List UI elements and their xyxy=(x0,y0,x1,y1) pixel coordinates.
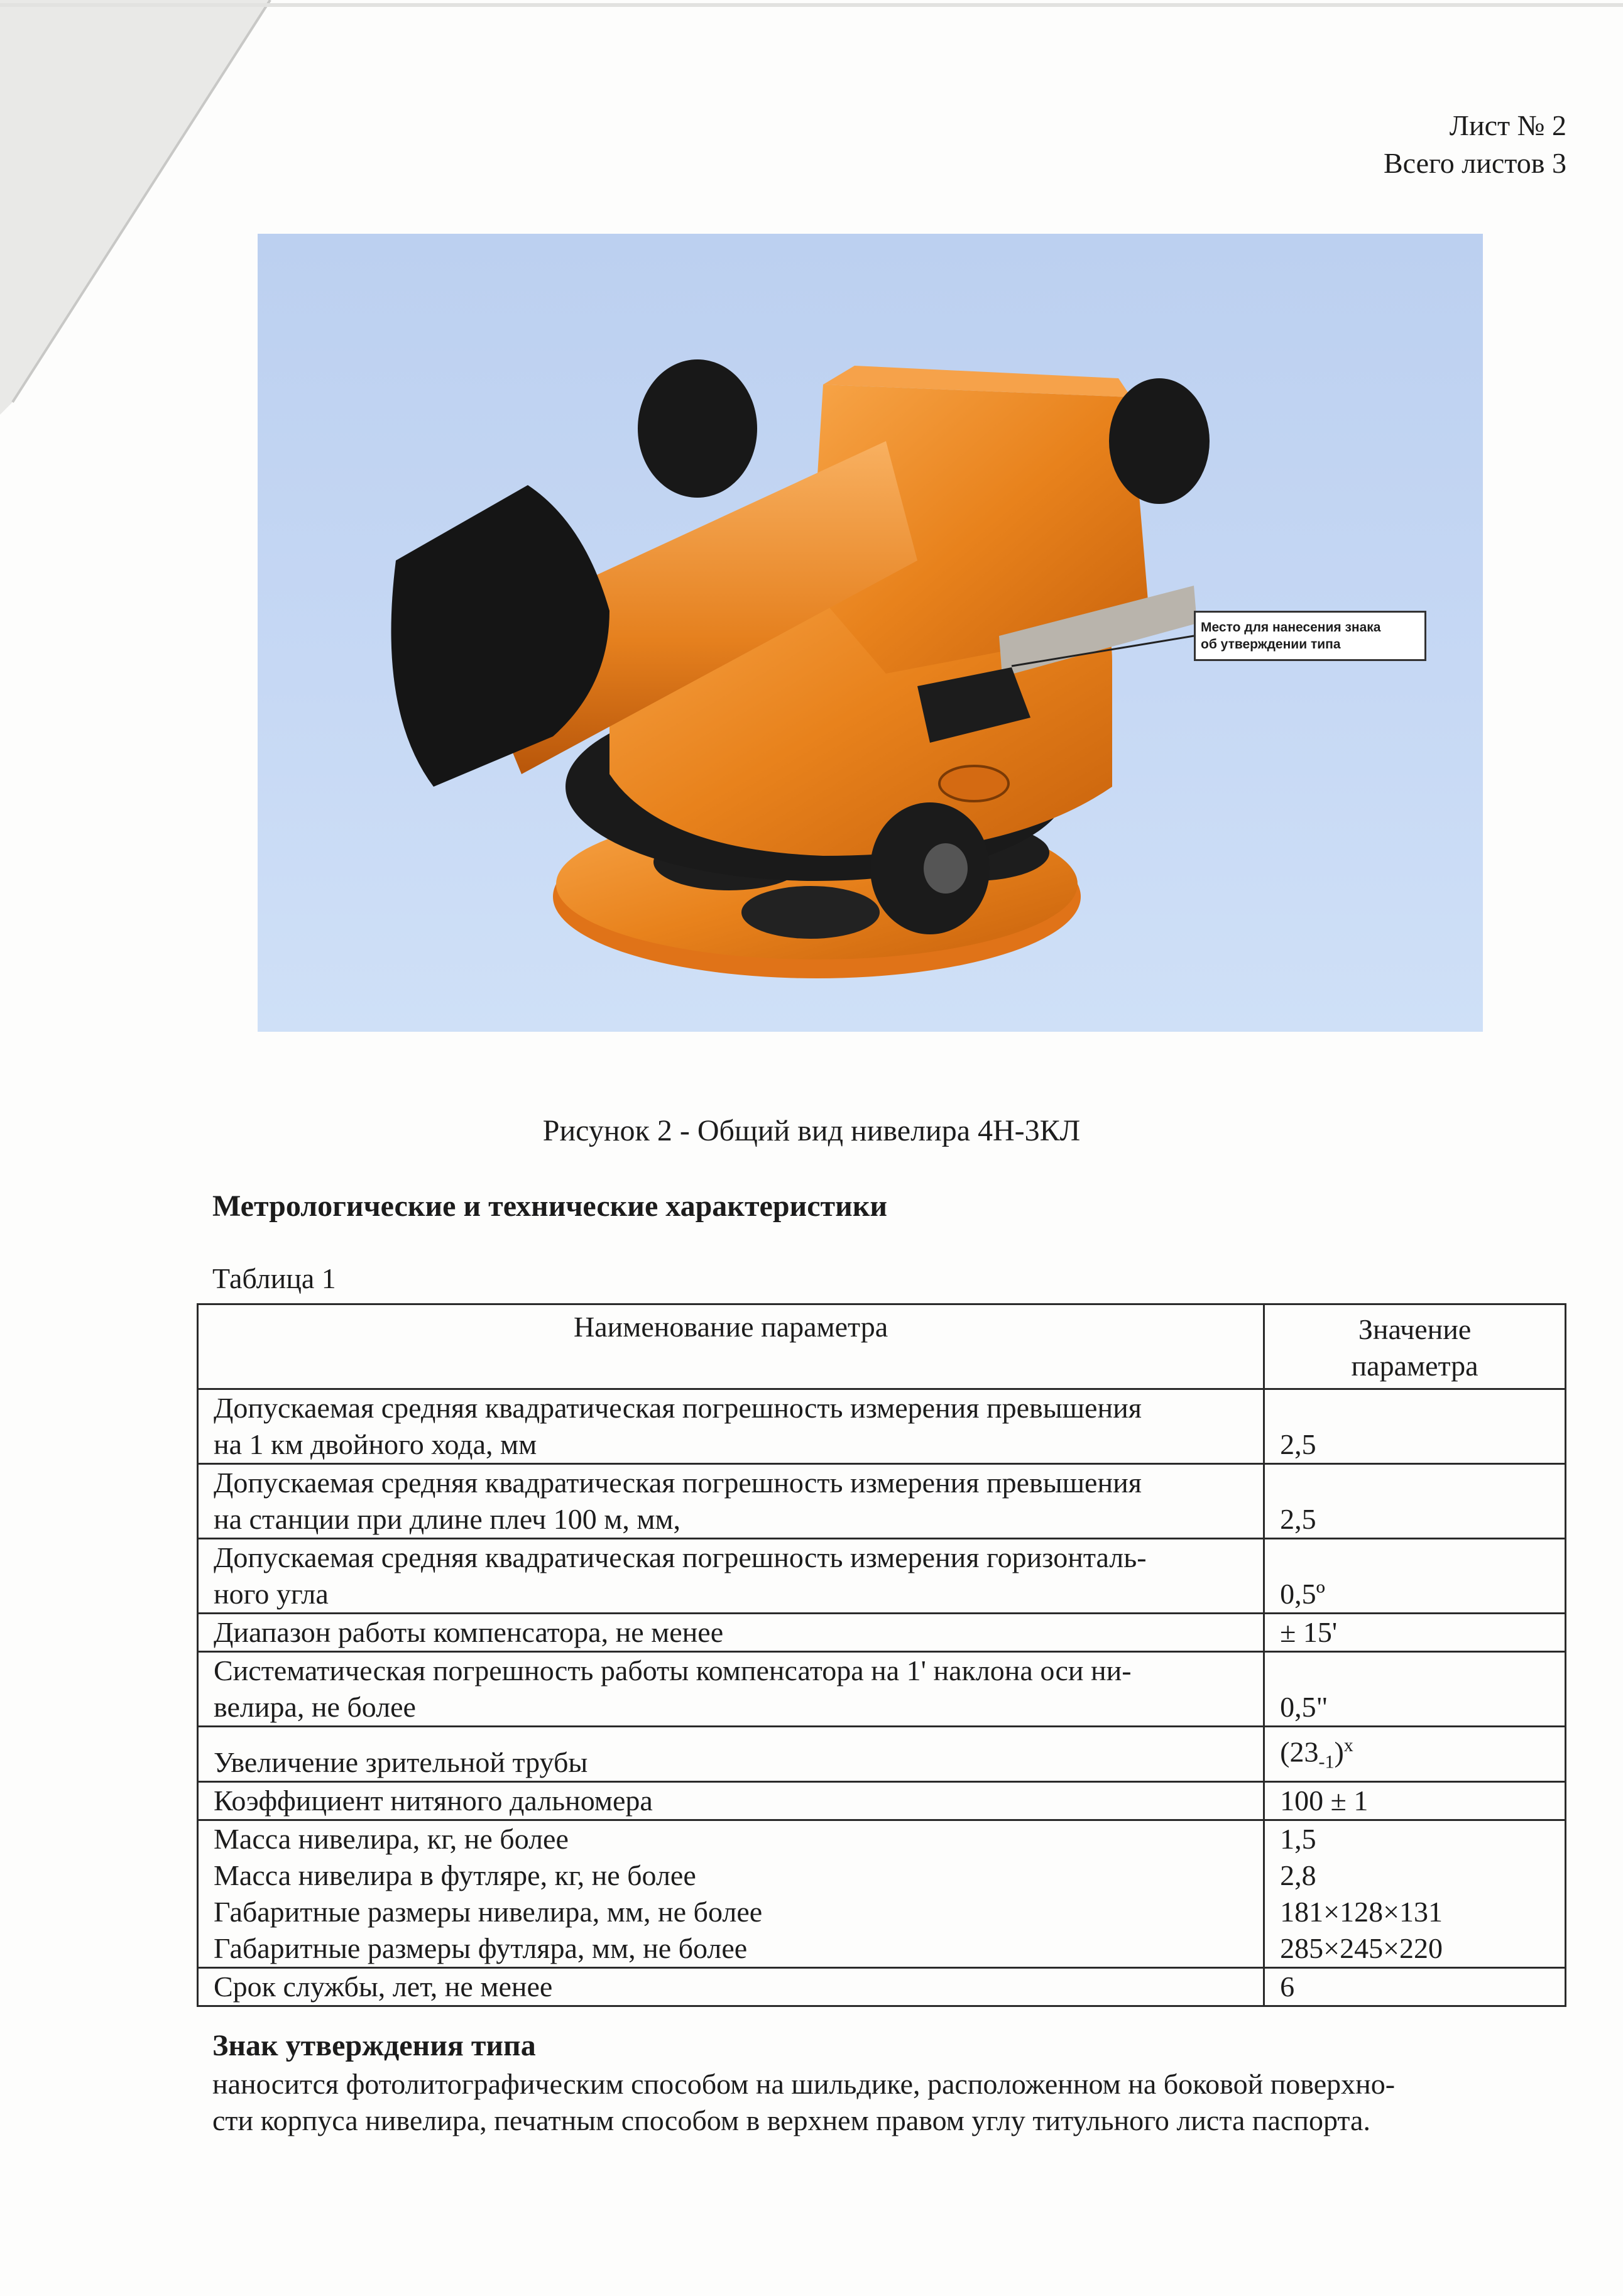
level-figure xyxy=(258,234,1483,1032)
focus-knob-right xyxy=(1109,378,1210,504)
table-row xyxy=(198,1614,1566,1652)
header-value-line-1: Значение xyxy=(1358,1313,1472,1345)
type-mark-callout xyxy=(1194,611,1426,661)
param-value: 100 ± 1 xyxy=(1264,1781,1566,1820)
param-name-line: Масса нивелира в футляре, кг, не более xyxy=(214,1859,696,1891)
magnification-sup: x xyxy=(1343,1735,1353,1756)
param-name xyxy=(198,1539,1264,1614)
param-name-line: Габаритные размеры футляра, мм, не более xyxy=(214,1932,748,1964)
param-name-line-2: на 1 км двойного хода, мм xyxy=(214,1428,537,1460)
table-row xyxy=(198,1539,1566,1614)
header-name: Наименование параметра xyxy=(574,1311,888,1343)
table-row xyxy=(198,1727,1566,1782)
type-mark-text-line-2: сти корпуса нивелира, печатным способом в верхнем правом углу титульного листа паспорта. xyxy=(212,2104,1370,2136)
header-name-cell xyxy=(198,1304,1264,1389)
figure-caption: Рисунок 2 - Общий вид нивелира 4Н-3КЛ xyxy=(542,1114,1081,1147)
param-name xyxy=(198,1389,1264,1464)
param-name-line-2: на станции при длине плеч 100 м, мм, xyxy=(214,1503,681,1535)
table-row xyxy=(198,1389,1566,1464)
param-value xyxy=(1264,1727,1566,1782)
param-name-line-1: Допускаемая средняя квадратическая погрешность измерения превышения xyxy=(214,1467,1142,1499)
param-name-line: Габаритные размеры нивелира, мм, не более xyxy=(214,1895,763,1928)
table-row xyxy=(198,1967,1566,2006)
section-title: Метрологические и технические характеристики xyxy=(212,1189,888,1223)
param-name: Диапазон работы компенсатора, не менее xyxy=(198,1614,1264,1652)
param-value: 0,5º xyxy=(1264,1539,1566,1614)
param-value: ± 15' xyxy=(1264,1614,1566,1652)
table-row xyxy=(198,1781,1566,1820)
header-value-line-2: параметра xyxy=(1351,1350,1478,1382)
param-value: 2,5 xyxy=(1264,1464,1566,1539)
type-mark-text-line-1: наносится фотолитографическим способом на шильдике, расположенном на боковой поверхно- xyxy=(212,2068,1396,2100)
table-row xyxy=(198,1464,1566,1539)
param-value-line: 181×128×131 xyxy=(1280,1895,1443,1928)
type-mark-text xyxy=(212,2066,1570,2139)
level-vial xyxy=(939,766,1008,801)
magnification-close: ) xyxy=(1334,1736,1344,1768)
param-name-line-2: велира, не более xyxy=(214,1691,416,1723)
param-value-line: 1,5 xyxy=(1280,1822,1316,1855)
param-value-line: 285×245×220 xyxy=(1280,1932,1443,1964)
param-value: 2,5 xyxy=(1264,1389,1566,1464)
magnification-base: (23 xyxy=(1280,1736,1319,1768)
foot-screw-front xyxy=(741,886,880,939)
callout-line-2: об утверждении типа xyxy=(1201,637,1341,652)
sheet-info xyxy=(1384,107,1566,182)
param-name-line-2: ного угла xyxy=(214,1578,329,1610)
param-name: Срок службы, лет, не менее xyxy=(198,1967,1264,2006)
table-label: Таблица 1 xyxy=(212,1262,336,1294)
param-name-line-1: Допускаемая средняя квадратическая погрешность измерения горизонталь- xyxy=(214,1541,1147,1573)
callout-line-1: Место для нанесения знака xyxy=(1201,620,1381,635)
table-row xyxy=(198,1820,1566,1967)
param-name-line: Масса нивелира, кг, не более xyxy=(214,1822,569,1855)
param-value-group xyxy=(1264,1820,1566,1967)
param-name-line-1: Допускаемая средняя квадратическая погрешность измерения превышения xyxy=(214,1392,1142,1424)
type-mark-title: Знак утверждения типа xyxy=(212,2029,536,2062)
param-name xyxy=(198,1652,1264,1727)
magnification-sub: -1 xyxy=(1318,1751,1335,1773)
parameters-table xyxy=(197,1303,1566,2007)
param-value: 6 xyxy=(1264,1967,1566,2006)
param-name: Увеличение зрительной трубы xyxy=(198,1727,1264,1782)
sheets-total: Всего листов 3 xyxy=(1383,147,1566,179)
focus-knob-left xyxy=(638,359,757,498)
table-row xyxy=(198,1652,1566,1727)
param-name: Коэффициент нитяного дальномера xyxy=(198,1781,1264,1820)
param-name xyxy=(198,1464,1264,1539)
header-value-cell xyxy=(1264,1304,1566,1389)
table-header-row xyxy=(198,1304,1566,1389)
param-name-group xyxy=(198,1820,1264,1967)
param-value-line: 2,8 xyxy=(1280,1859,1316,1891)
param-name-line-1: Систематическая погрешность работы компенсатора на 1' наклона оси ни- xyxy=(214,1654,1132,1686)
sheet-number: Лист № 2 xyxy=(1449,109,1566,141)
param-value: 0,5" xyxy=(1264,1652,1566,1727)
